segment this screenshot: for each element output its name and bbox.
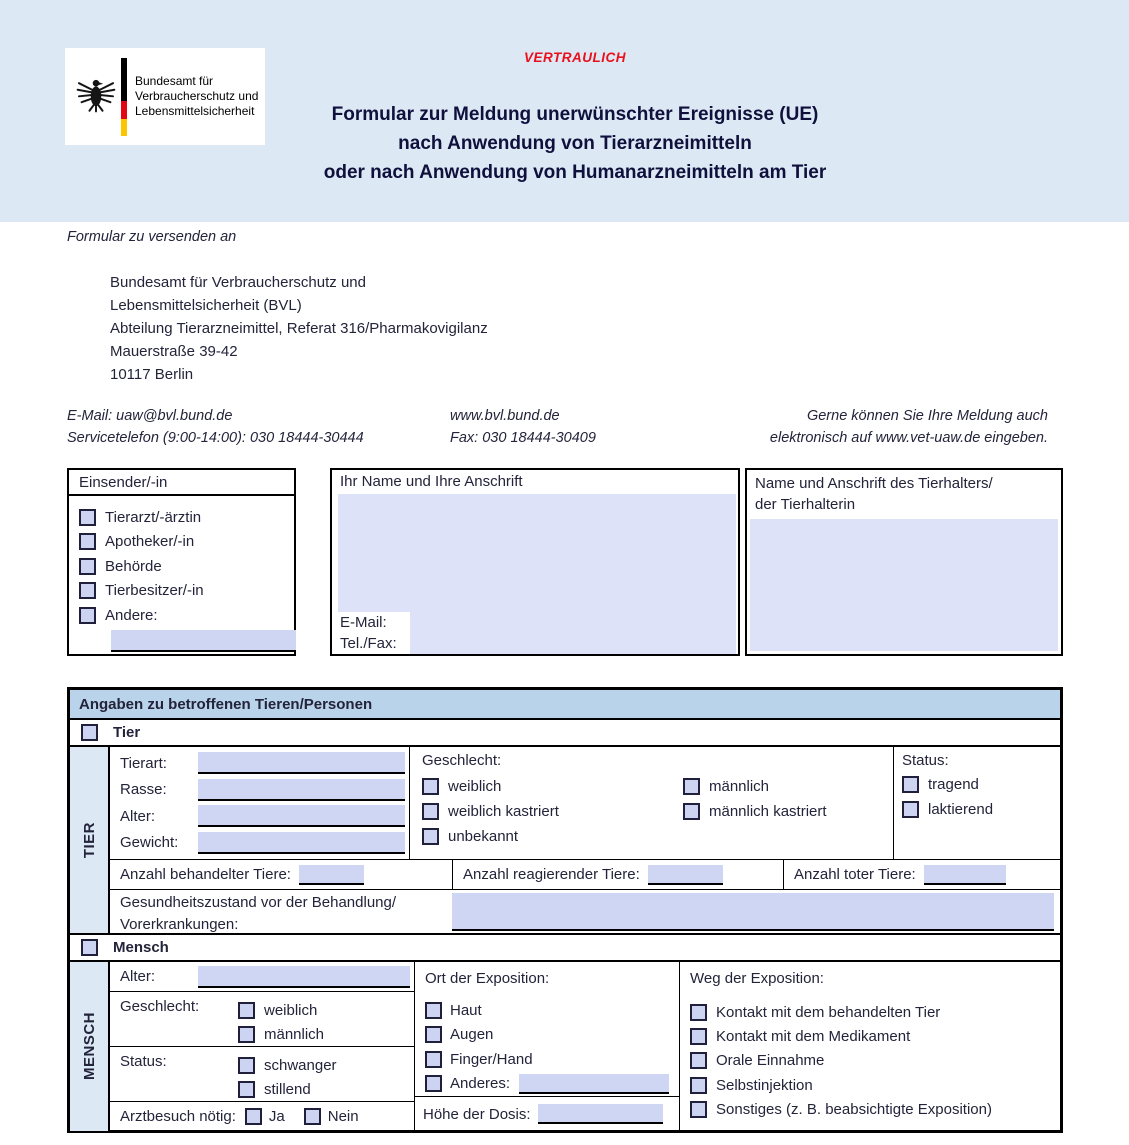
checkbox-tier-weiblich-kastriert[interactable] [422,803,439,820]
label-tierbesitzer: Tierbesitzer/-in [105,582,204,600]
ort-exposition-label: Ort der Exposition: [425,970,550,987]
label-finger-hand: Finger/Hand [450,1050,533,1068]
gewicht-row [110,830,409,857]
tier-geschlecht-column [410,747,893,859]
logo-line-2: Verbraucherschutz und [135,89,259,103]
checkbox-tier-maennlich[interactable] [683,778,700,795]
contact-phone: Servicetelefon (9:00-14:00): 030 18444-30444 [67,430,364,446]
address-line-1: Bundesamt für Verbraucherschutz und [110,274,366,291]
anderes-input[interactable] [519,1074,669,1094]
online-note-line-1: Gerne können Sie Ihre Meldung auch [806,408,1048,424]
health-row [110,889,1060,936]
table-header: Angaben zu betroffenen Tieren/Personen [70,690,1060,720]
online-note-line-2: elektronisch auf www.vet-uaw.de eingeben. [769,430,1048,446]
mensch-side-label: MENSCH [80,1012,98,1081]
tier-geschlecht-label: Geschlecht: [422,752,502,769]
tier-sideband [70,747,110,933]
weg-exposition-column [680,962,1060,1131]
label-mensch-weiblich: weiblich [264,1001,318,1019]
option-row [425,1072,679,1097]
option-row [690,1073,1060,1097]
owner-address-box [745,468,1063,656]
owner-address-title [747,470,1061,517]
label-schwanger: schwanger [264,1056,337,1074]
sender-options [69,496,294,652]
label-tier-weiblich-kastriert: weiblich kastriert [448,803,559,820]
label-mensch-maennlich: männlich [264,1025,325,1043]
sender-option-row [79,505,294,530]
option-row [690,1000,1060,1024]
mensch-status-row [110,1047,414,1102]
mensch-body [70,962,1060,1131]
sender-option-row [79,530,294,555]
option-row [238,998,324,1022]
rasse-input[interactable] [198,779,405,801]
address-line-5: 10117 Berlin [110,366,194,383]
contact-email-phone [67,405,364,449]
tier-geschlecht-options [422,774,893,849]
mensch-geschlecht-options [238,998,324,1046]
checkbox-tierarzt[interactable] [79,509,96,526]
bvl-logo-text [135,74,258,119]
address-line-4: Mauerstraße 39-42 [110,343,238,360]
checkbox-anderes[interactable] [425,1075,442,1092]
behandelte-tiere-label: Anzahl behandelter Tiere: [120,866,291,883]
option-row [690,1097,1060,1121]
checkbox-behoerde[interactable] [79,558,96,575]
label-tier-maennlich-kastriert: männlich kastriert [709,803,827,820]
geschlecht-col1 [422,774,683,849]
arztbesuch-label: Arztbesuch nötig: [120,1108,236,1125]
checkbox-selbstinjektion[interactable] [690,1077,707,1094]
reporter-telfax-input[interactable] [410,633,736,654]
label-selbstinjektion: Selbstinjektion [716,1076,813,1094]
mensch-section-label: Mensch [113,939,169,956]
checkbox-tragend[interactable] [902,776,919,793]
rasse-row [110,777,409,804]
option-row [238,1077,337,1101]
checkbox-arzt-ja[interactable] [245,1108,262,1125]
option-row [422,824,683,849]
weg-exposition-label: Weg der Exposition: [690,970,824,987]
logo-line-1: Bundesamt für [135,74,214,88]
owner-title-line-2: der Tierhalterin [755,496,856,513]
checkbox-finger-hand[interactable] [425,1051,442,1068]
tier-alter-row [110,803,409,830]
address-line-3: Abteilung Tierarzneimittel, Referat 316/Pharmakovigilanz [110,320,488,337]
option-row [902,797,1060,822]
behandelte-tiere-cell [110,860,452,889]
confidential-label: VERTRAULICH [523,50,626,65]
option-row [425,1023,679,1048]
tier-alter-label: Alter: [120,807,156,825]
checkbox-arzt-nein[interactable] [304,1108,321,1125]
logo-line-3: Lebensmittelsicherheit [135,104,255,118]
label-anderes: Anderes: [450,1075,511,1093]
tier-attributes-column [110,747,410,859]
label-kontakt-medikament: Kontakt mit dem Medikament [716,1027,911,1045]
mensch-geschlecht-row [110,992,414,1047]
option-row [238,1022,324,1046]
tierart-label: Tierart: [120,754,167,772]
ort-exposition-column [415,962,680,1131]
federal-eagle-icon [75,76,117,118]
label-tier-maennlich: männlich [709,778,770,795]
health-label-line-1: Gesundheitszustand vor der Behandlung/ [120,894,397,911]
tier-content [110,747,1060,933]
label-sonstiges: Sonstiges (z. B. beabsichtigte Exposition) [716,1100,992,1118]
option-row [683,799,893,824]
checkbox-tier-weiblich[interactable] [422,778,439,795]
option-row [425,1047,679,1072]
option-row [422,799,683,824]
reporter-email-row [332,612,738,633]
contact-fax: Fax: 030 18444-30409 [450,430,596,446]
form-title-line-3: oder nach Anwendung von Humanarzneimitteln am Tier [323,162,827,183]
label-tier-unbekannt: unbekannt [448,828,519,845]
online-report-note [770,405,1048,449]
tote-tiere-label: Anzahl toter Tiere: [794,866,916,883]
tier-counts-row [110,859,1060,889]
bvl-postal-address [110,271,488,386]
affected-table [67,687,1063,1133]
checkbox-kontakt-tier[interactable] [690,1004,707,1021]
checkbox-augen[interactable] [425,1026,442,1043]
label-tragend: tragend [928,776,979,793]
health-label [110,890,452,936]
checkbox-tier-unbekannt[interactable] [422,828,439,845]
geschlecht-col2 [683,774,893,849]
contact-web-fax [450,405,596,449]
label-augen: Augen [450,1026,494,1044]
label-andere: Andere: [105,606,158,624]
german-flag-stripe [121,58,127,136]
label-laktierend: laktierend [928,801,994,818]
label-kontakt-tier: Kontakt mit dem behandelten Tier [716,1003,941,1021]
checkbox-orale-einnahme[interactable] [690,1052,707,1069]
form-title [270,100,880,187]
checkbox-apotheker[interactable] [79,533,96,550]
reporter-email-label: E-Mail: [340,614,387,631]
label-apotheker: Apotheker/-in [105,533,195,551]
form-title-line-2: nach Anwendung von Tierarzneimitteln [398,133,752,154]
mensch-geschlecht-label: Geschlecht: [120,998,200,1015]
label-behoerde: Behörde [105,557,162,575]
sender-option-row [79,579,294,604]
reagierende-tiere-input[interactable] [648,865,723,885]
dosis-row [415,1096,679,1131]
sender-option-row [79,603,294,628]
owner-address-input[interactable] [750,519,1058,651]
dosis-input[interactable] [538,1104,663,1124]
tierart-row [110,750,409,777]
reporter-address-title: Ihr Name und Ihre Anschrift [340,473,523,490]
option-row [690,1049,1060,1073]
checkbox-tier-section[interactable] [81,724,98,741]
tote-tiere-cell [783,860,1060,889]
dosis-label: Höhe der Dosis: [423,1105,531,1123]
ort-exposition-options [415,962,679,1096]
label-orale-einnahme: Orale Einnahme [716,1052,825,1070]
mensch-section-row [70,935,1060,962]
checkbox-tierbesitzer[interactable] [79,582,96,599]
reporter-telfax-label: Tel./Fax: [340,635,397,652]
reporter-email-input[interactable] [410,612,736,633]
checkbox-laktierend[interactable] [902,801,919,818]
tier-section-row [70,720,1060,747]
tier-body [70,747,1060,935]
tier-alter-input[interactable] [198,805,405,827]
option-row [683,774,893,799]
tier-status-label: Status: [902,752,949,769]
label-haut: Haut [450,1001,482,1019]
label-arzt-nein: Nein [327,1108,359,1125]
reporter-address-input[interactable] [338,494,736,612]
tier-side-label: TIER [80,821,98,859]
arztbesuch-row [110,1102,414,1131]
mensch-person-column [110,962,415,1131]
behandelte-tiere-input[interactable] [299,865,364,885]
mensch-status-label: Status: [120,1053,167,1070]
checkbox-mensch-maennlich[interactable] [238,1026,255,1043]
checkbox-stillend[interactable] [238,1081,255,1098]
form-title-line-1: Formular zur Meldung unerwünschter Ereignisse (UE) [331,104,819,125]
option-row [238,1053,337,1077]
label-stillend: stillend [264,1080,311,1098]
reporter-address-box [330,468,740,656]
reagierende-tiere-cell [452,860,783,889]
checkbox-andere[interactable] [79,607,96,624]
rasse-label: Rasse: [120,781,167,799]
tier-section-label: Tier [113,724,141,741]
bvl-logo [65,48,265,145]
owner-title-line-1: Name und Anschrift des Tierhalters/ [755,475,993,492]
contact-email: E-Mail: uaw@bvl.bund.de [67,408,233,424]
title-block [270,50,880,187]
checkbox-mensch-weiblich[interactable] [238,1002,255,1019]
option-row [690,1024,1060,1048]
reporter-telfax-row [332,633,738,654]
contact-web: www.bvl.bund.de [450,408,560,424]
option-row [425,998,679,1023]
checkbox-haut[interactable] [425,1002,442,1019]
tier-status-column [893,747,1060,859]
mensch-alter-input[interactable] [198,966,410,988]
andere-input[interactable] [111,630,296,652]
mensch-alter-row [110,962,414,992]
tote-tiere-input[interactable] [924,865,1006,885]
label-tierarzt: Tierarzt/-ärztin [105,508,202,526]
send-to-intro: Formular zu versenden an [67,229,237,245]
sender-option-row [79,554,294,579]
checkbox-kontakt-medikament[interactable] [690,1028,707,1045]
sender-box [67,468,296,656]
health-label-line-2: Vorerkrankungen: [120,916,239,933]
tier-fields-row [110,747,1060,859]
mensch-alter-label: Alter: [120,968,156,985]
mensch-status-options [238,1053,337,1101]
option-row [902,772,1060,797]
mensch-sideband [70,962,110,1131]
address-line-2: Lebensmittelsicherheit (BVL) [110,297,302,314]
checkbox-tier-maennlich-kastriert[interactable] [683,803,700,820]
label-tier-weiblich: weiblich [448,778,502,795]
checkbox-schwanger[interactable] [238,1057,255,1074]
label-arzt-ja: Ja [268,1108,285,1125]
checkbox-sonstiges[interactable] [690,1101,707,1118]
header-band [0,0,1129,222]
reagierende-tiere-label: Anzahl reagierender Tiere: [463,866,640,883]
gewicht-input[interactable] [198,832,405,854]
mensch-content [110,962,1060,1131]
gewicht-label: Gewicht: [120,834,179,852]
tierart-input[interactable] [198,752,405,774]
health-input[interactable] [452,893,1054,931]
checkbox-mensch-section[interactable] [81,939,98,956]
sender-box-title: Einsender/-in [69,470,294,496]
option-row [422,774,683,799]
